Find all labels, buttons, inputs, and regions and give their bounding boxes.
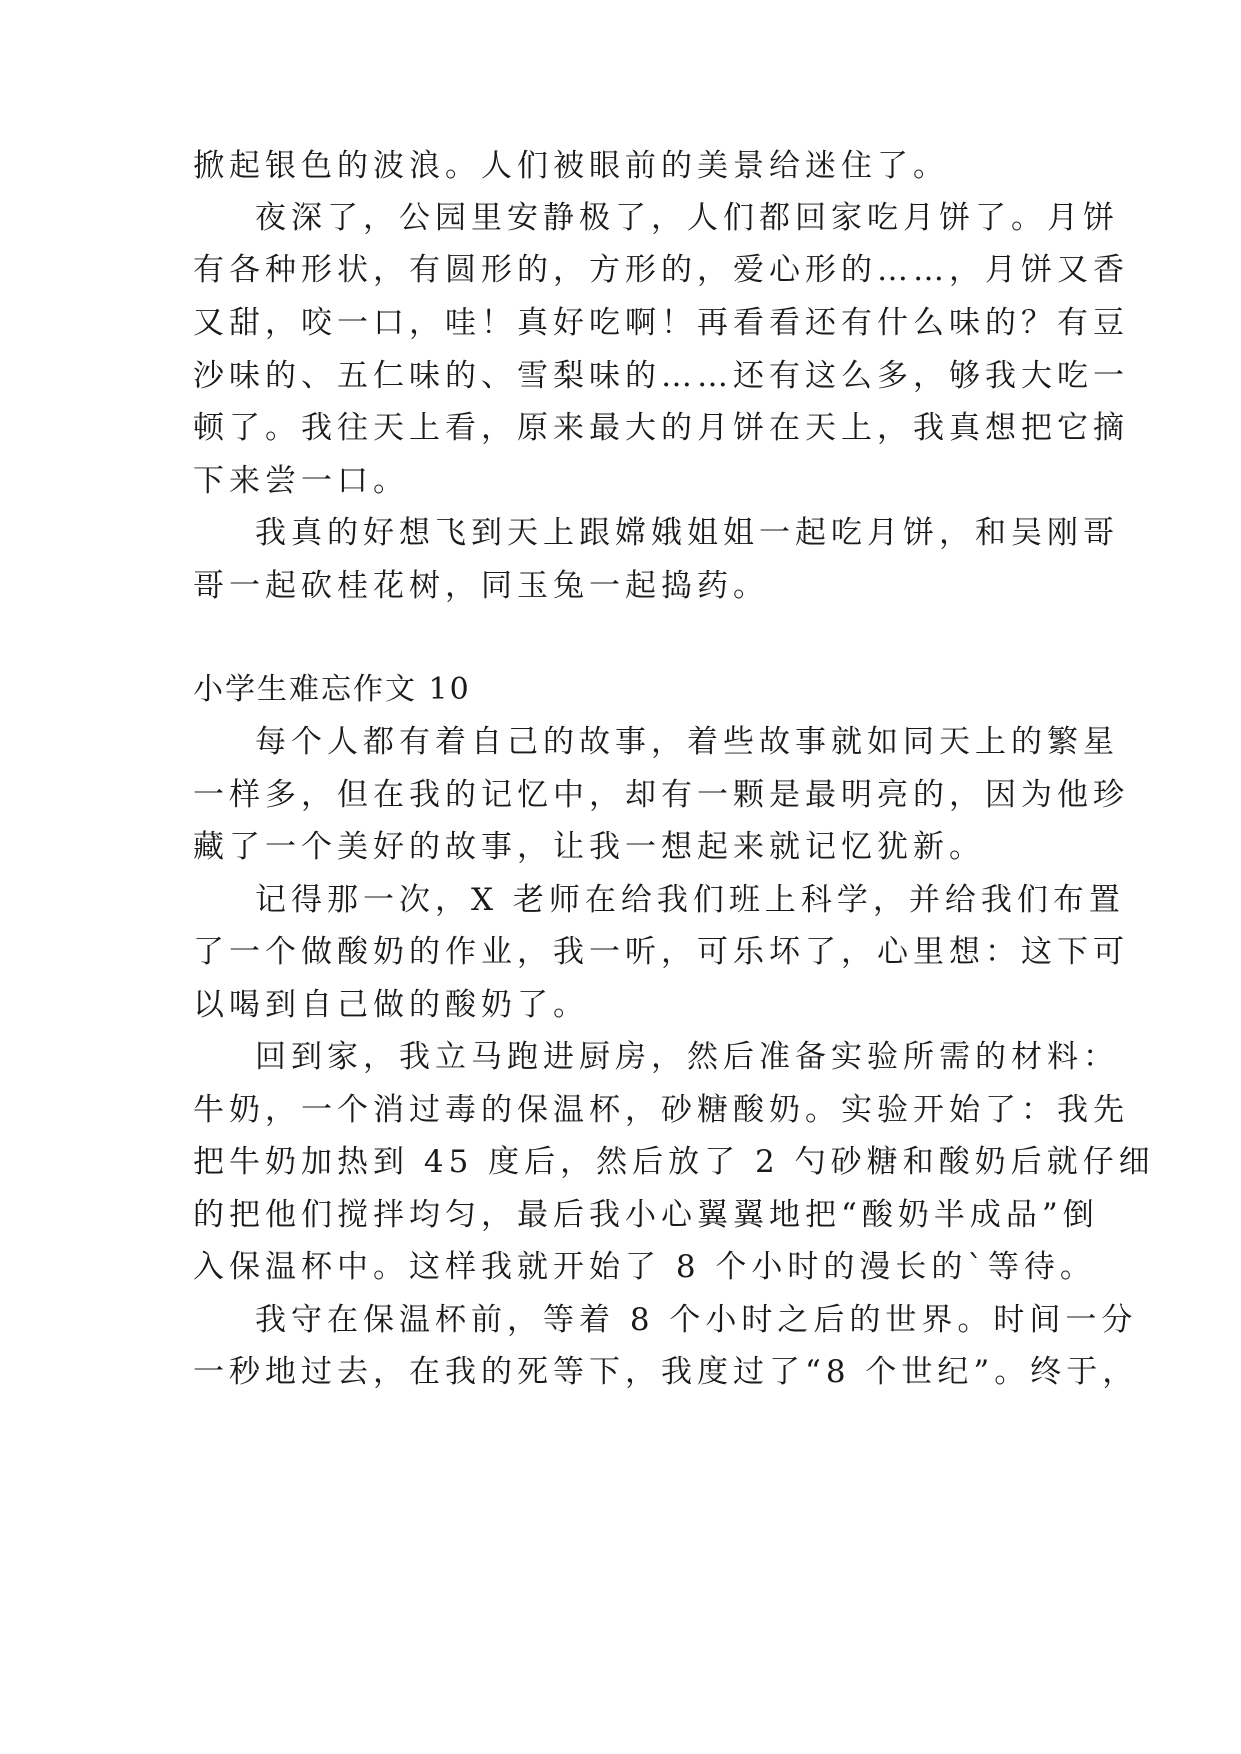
paragraph-start-line: 回到家，我立马跑进厨房，然后准备实验所需的材料： — [255, 1039, 1119, 1075]
text-line: 掀起银色的波浪。人们被眼前的美景给迷住了。 — [193, 148, 949, 184]
text-line: 下来尝一口。 — [193, 463, 409, 499]
section-heading: 小学生难忘作文 10 — [193, 672, 471, 707]
paragraph-start-line: 我真的好想飞到天上跟嫦娥姐姐一起吃月饼，和吴刚哥 — [255, 515, 1119, 551]
text-line: 哥一起砍桂花树，同玉兔一起捣药。 — [193, 568, 769, 604]
text-line: 把牛奶加热到 45 度后，然后放了 2 勺砂糖和酸奶后就仔细 — [193, 1144, 1155, 1180]
text-line: 一秒地过去，在我的死等下，我度过了“8 个世纪”。终于， — [193, 1354, 1139, 1390]
paragraph-start-line: 记得那一次，X 老师在给我们班上科学，并给我们布置 — [255, 882, 1125, 918]
text-line: 藏了一个美好的故事，让我一想起来就记忆犹新。 — [193, 829, 985, 865]
paragraph-start-line: 夜深了，公园里安静极了，人们都回家吃月饼了。月饼 — [255, 200, 1119, 236]
text-line: 又甜，咬一口，哇！真好吃啊！再看看还有什么味的？有豆 — [193, 305, 1129, 341]
text-line: 一样多，但在我的记忆中，却有一颗是最明亮的，因为他珍 — [193, 777, 1129, 813]
text-line: 的把他们搅拌均匀，最后我小心翼翼地把“酸奶半成品”倒 — [193, 1197, 1099, 1233]
paragraph-start-line: 我守在保温杯前，等着 8 个小时之后的世界。时间一分 — [255, 1302, 1138, 1338]
text-line: 入保温杯中。这样我就开始了 8 个小时的漫长的`等待。 — [193, 1249, 1096, 1285]
text-line: 以喝到自己做的酸奶了。 — [193, 987, 589, 1023]
text-line: 牛奶，一个消过毒的保温杯，砂糖酸奶。实验开始了：我先 — [193, 1092, 1129, 1128]
text-line: 有各种形状，有圆形的，方形的，爱心形的……，月饼又香 — [193, 252, 1129, 288]
text-line: 了一个做酸奶的作业，我一听，可乐坏了，心里想：这下可 — [193, 934, 1129, 970]
text-line: 顿了。我往天上看，原来最大的月饼在天上，我真想把它摘 — [193, 410, 1129, 446]
text-line: 沙味的、五仁味的、雪梨味的……还有这么多，够我大吃一 — [193, 358, 1129, 394]
paragraph-start-line: 每个人都有着自己的故事，着些故事就如同天上的繁星 — [255, 724, 1119, 760]
